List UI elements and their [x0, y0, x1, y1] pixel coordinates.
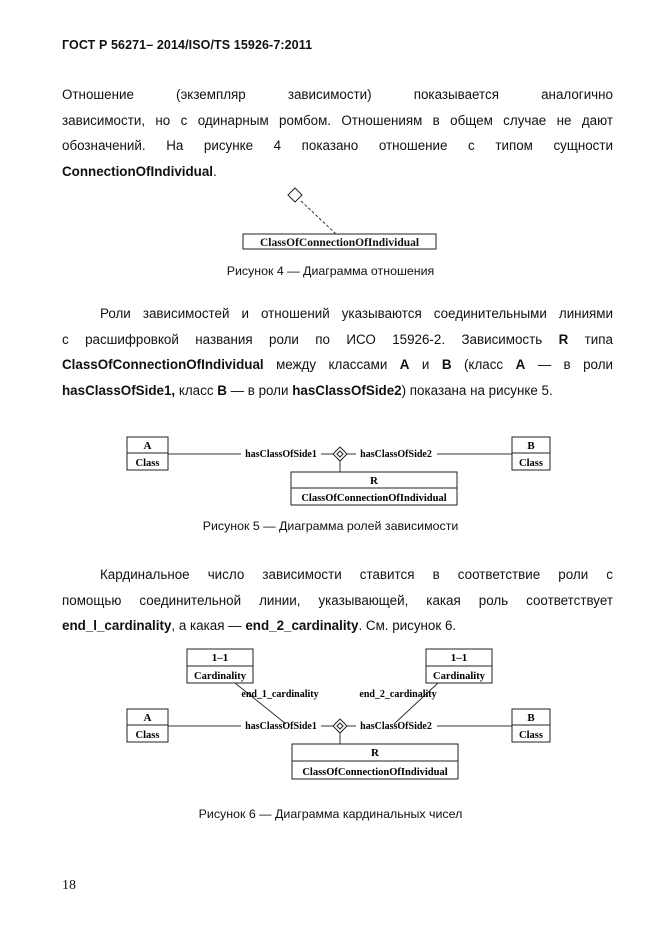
- class-b-name: B: [527, 440, 535, 452]
- figure-5-caption: Рисунок 5 — Диаграмма ролей зависимости: [202, 519, 459, 533]
- p2-line-1: Роли зависимостей и отношений указываются соединительными линиями: [100, 306, 613, 321]
- class-a-name: A: [143, 712, 152, 724]
- p1-line-4: ConnectionOfIndividual.: [62, 163, 217, 179]
- p2-line-4: hasClassOfSide1, класс B — в роли hasClassOfSide2) показана на рисунке 5.: [62, 382, 553, 398]
- paragraph-1: [62, 82, 613, 184]
- p1-line-2: зависимости, но с одинарным ромбом. Отношениям в общем случае не дают: [62, 112, 613, 128]
- p3-line-1: Кардинальное число зависимости ставится в соответствие роли с: [100, 567, 613, 582]
- role2-label: hasClassOfSide2: [360, 721, 432, 732]
- figure-6-caption: Рисунок 6 — Диаграмма кардинальных чисел: [198, 807, 463, 821]
- class-r-name: R: [371, 747, 379, 759]
- role1-label: hasClassOfSide1: [245, 449, 317, 460]
- figure-6-diagram: [0, 640, 661, 785]
- figure-4-diagram: [0, 180, 661, 252]
- figure-4-caption: Рисунок 4 — Диаграмма отношения: [226, 264, 435, 278]
- cardinality-2-type: Cardinality: [433, 671, 485, 682]
- relationship-diamond: [288, 188, 302, 202]
- cardinality-1-name: 1–1: [211, 652, 229, 664]
- class-b-type: Class: [519, 730, 543, 741]
- class-a-type: Class: [135, 458, 160, 469]
- figure-5-diagram: [0, 430, 661, 512]
- end2-label: end_2_cardinality: [359, 689, 437, 700]
- p1-line-1: Отношение (экземпляр зависимости) показывается аналогично: [62, 87, 613, 102]
- class-box-label: ClassOfConnectionOfIndividual: [259, 237, 420, 249]
- p3-line-3: end_l_cardinality, а какая — end_2_cardinality. См. рисунок 6.: [62, 618, 457, 633]
- p3-line-2: помощью соединительной линии, указывающей, какая роль соответствует: [62, 592, 613, 608]
- document-header: ГОСТ Р 56271– 2014/ISO/TS 15926-7:2011: [62, 38, 313, 52]
- end1-label: end_1_cardinality: [241, 689, 319, 700]
- class-a-type: Class: [135, 730, 160, 741]
- paragraph-3: [62, 562, 613, 639]
- class-a-name: A: [143, 440, 152, 452]
- page-number: 18: [62, 878, 76, 893]
- class-r-name: R: [370, 475, 378, 487]
- p1-line-3: обозначений. На рисунке 4 показано отношение с типом сущности: [62, 138, 613, 153]
- role1-label: hasClassOfSide1: [245, 721, 317, 732]
- class-b-type: Class: [519, 458, 543, 469]
- p2-line-3: ClassOfConnectionOfIndividual между классами A и B (класс A — в роли: [62, 357, 614, 372]
- class-r-type: ClassOfConnectionOfIndividual: [301, 493, 447, 504]
- cardinality-1-type: Cardinality: [194, 671, 246, 682]
- p2-line-2: с расшифровкой названия роли по ИСО 15926-2. Зависимость R типа: [62, 331, 613, 347]
- class-b-name: B: [527, 712, 535, 724]
- relationship-connector: [301, 201, 336, 234]
- class-r-type: ClassOfConnectionOfIndividual: [302, 767, 448, 778]
- cardinality-2-name: 1–1: [450, 652, 468, 664]
- role2-label: hasClassOfSide2: [360, 449, 432, 460]
- paragraph-2: [62, 301, 613, 403]
